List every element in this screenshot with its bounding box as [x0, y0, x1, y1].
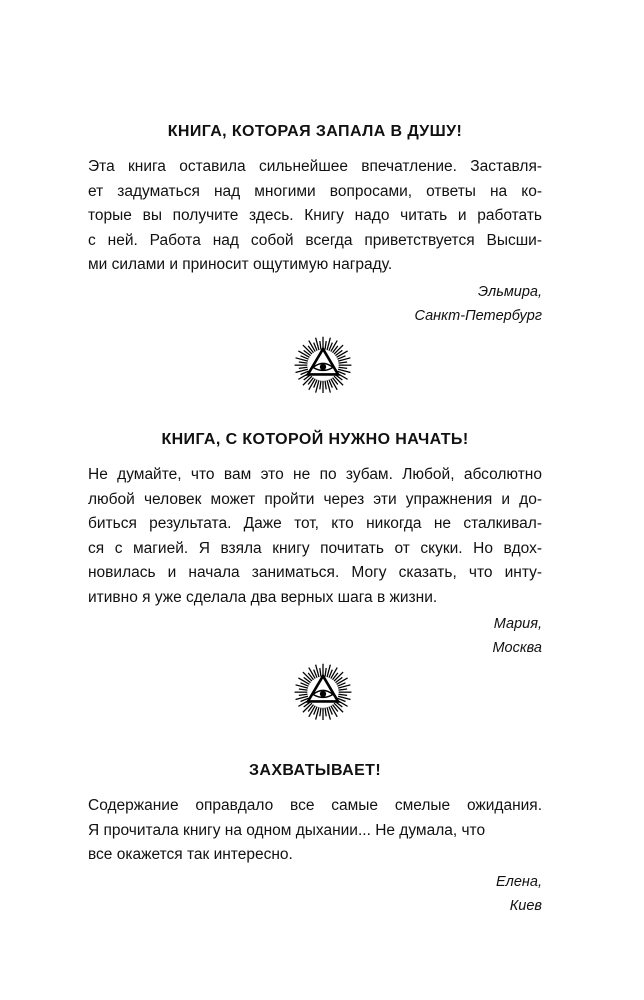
review-signature: [88, 870, 542, 918]
review-city: Киев: [509, 897, 542, 914]
eye-ray: [339, 694, 348, 695]
review-title: КНИГА, С КОТОРОЙ НУЖНО НАЧАТЬ!: [161, 431, 469, 448]
review-author: Елена,: [496, 873, 542, 890]
eye-ray: [320, 708, 321, 717]
review-line: Я прочитала книгу на одном дыхании... Не думала, что: [88, 821, 486, 839]
review-author: Мария,: [493, 616, 542, 632]
review-line: Не думайте, что вам это не по зубам. Любой, абсолютно: [88, 466, 542, 483]
eye-ray: [325, 668, 326, 677]
eye-ray: [325, 341, 326, 350]
eye-ray: [325, 708, 326, 717]
review-line: все окажется так интересно.: [88, 846, 293, 863]
all-seeing-eye-icon: [294, 662, 352, 720]
review-author: Эльмира,: [477, 283, 542, 300]
review-line: Содержание оправдало все самые смелые ожидания.: [88, 797, 542, 814]
review-text: [88, 155, 542, 278]
review-signature: [88, 612, 542, 660]
eye-ray: [320, 381, 321, 390]
review-title: КНИГА, КОТОРАЯ ЗАПАЛА В ДУШУ!: [167, 123, 463, 140]
eye-ray: [320, 668, 321, 677]
review-title: ЗАХВАТЫВАЕТ!: [248, 762, 382, 779]
review-line: ся с магией. Я взяла книгу почитать от скуки. Но вдох-: [88, 539, 542, 557]
review-text: [88, 463, 542, 610]
all-seeing-eye-icon: [294, 335, 352, 393]
review-3: [88, 762, 542, 918]
review-line: Эта книга оставила сильнейшее впечатление. Заставля-: [88, 158, 542, 175]
review-city: Москва: [492, 640, 542, 656]
review-line: торые вы получите здесь. Книгу надо читать и работать: [88, 207, 542, 224]
eye-ray: [339, 689, 348, 690]
eye-ray: [299, 694, 308, 695]
eye-ray: [299, 362, 308, 363]
review-signature: [88, 280, 542, 328]
review-line: новилась и начала заниматься. Могу сказать, что инту-: [88, 564, 542, 581]
eye-ray: [339, 362, 348, 363]
review-line: с ней. Работа над собой всегда приветствуется Высши-: [88, 231, 542, 249]
eye-ray: [339, 367, 348, 368]
review-line: ет задуматься над многими вопросами, ответы на ко-: [88, 182, 542, 200]
review-2: [88, 431, 542, 660]
review-line: ми силами и приносит ощутимую награду.: [88, 256, 393, 273]
review-line: любой человек может пройти через эти упражнения и до-: [88, 490, 542, 508]
review-text: [88, 794, 542, 868]
review-1: [88, 123, 542, 328]
review-line: итивно я уже сделала два верных шага в жизни.: [88, 588, 438, 606]
eye-ray: [320, 341, 321, 350]
eye-ray: [325, 381, 326, 390]
review-line: биться результата. Даже тот, кто никогда не сталкивал-: [88, 515, 542, 532]
review-city: Санкт-Петербург: [414, 307, 542, 324]
eye-ray: [299, 367, 308, 368]
eye-ray: [299, 689, 308, 690]
